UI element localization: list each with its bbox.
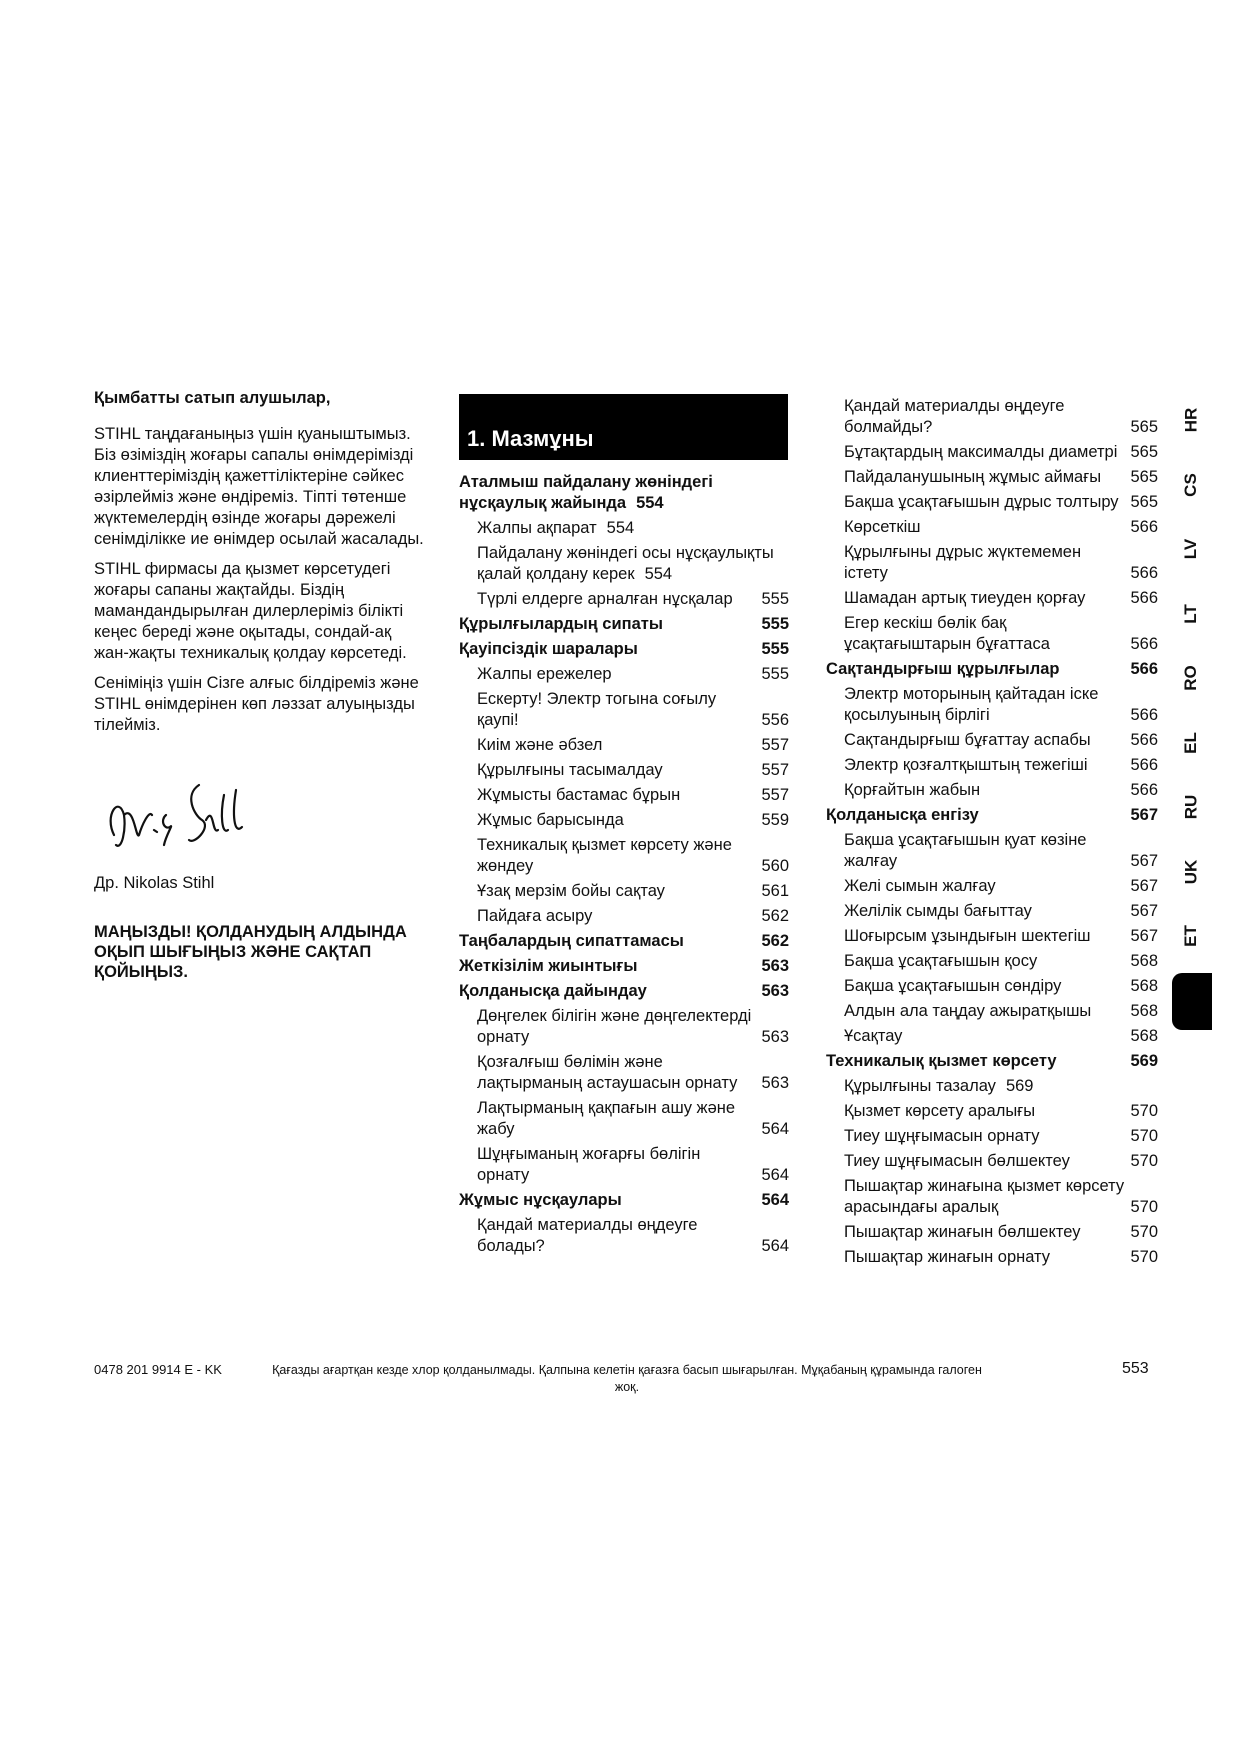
toc-entry-title: Құрылғыны тасымалдау bbox=[477, 761, 663, 779]
document-code: 0478 201 9914 E - KK bbox=[94, 1362, 222, 1377]
toc-entry-title: Қолданысқа енгізу bbox=[826, 806, 979, 824]
language-code: RO bbox=[1181, 665, 1200, 691]
language-tab[interactable] bbox=[1172, 658, 1210, 698]
toc-entry-page: 567 bbox=[1130, 806, 1158, 824]
toc-entry[interactable] bbox=[459, 543, 789, 585]
toc-entry-page: 557 bbox=[761, 786, 789, 804]
language-tab[interactable] bbox=[1172, 787, 1210, 827]
language-code: RU bbox=[1181, 794, 1200, 820]
toc-entry[interactable] bbox=[459, 1190, 789, 1211]
toc-entry[interactable] bbox=[459, 1098, 789, 1140]
toc-entry-title: Техникалық қызмет көрсету bbox=[826, 1052, 1057, 1070]
toc-entry[interactable] bbox=[826, 830, 1158, 872]
toc-entry-title: Пайдаға асыру bbox=[477, 907, 593, 925]
toc-entry[interactable] bbox=[459, 810, 789, 831]
toc-entry[interactable] bbox=[459, 472, 789, 514]
toc-entry-page: 556 bbox=[761, 711, 789, 729]
toc-entry[interactable] bbox=[459, 689, 789, 731]
toc-entry-title: Жұмысты бастамас бұрын bbox=[477, 786, 681, 804]
toc-entry-page: 557 bbox=[761, 736, 789, 754]
toc-entry-page: 565 bbox=[1130, 418, 1158, 436]
toc-entry[interactable] bbox=[459, 785, 789, 806]
language-code: LT bbox=[1180, 603, 1200, 624]
toc-entry[interactable] bbox=[459, 1215, 789, 1257]
toc-entry[interactable] bbox=[826, 755, 1158, 776]
toc-entry[interactable] bbox=[459, 956, 789, 977]
toc-entry-title: Таңбалардың сипаттамасы bbox=[459, 932, 684, 950]
toc-entry-title: Түрлі елдерге арналған нұсқалар bbox=[477, 590, 733, 608]
language-code: ET bbox=[1180, 925, 1200, 947]
toc-entry[interactable] bbox=[459, 835, 789, 877]
toc-entry-page: 557 bbox=[761, 761, 789, 779]
signer-name: Др. Nikolas Stihl bbox=[94, 874, 215, 892]
toc-entry[interactable] bbox=[459, 1144, 789, 1186]
toc-entry-title: Қауіпсіздік шаралары bbox=[459, 640, 638, 658]
toc-entry-title: Тиеу шұңғымасын орнату bbox=[844, 1127, 1040, 1145]
toc-entry-title: Құрылғыны тазалау bbox=[844, 1077, 996, 1095]
toc-entry[interactable] bbox=[459, 639, 789, 660]
toc-entry-page: 555 bbox=[761, 640, 789, 658]
toc-entry-page: 568 bbox=[1130, 1002, 1158, 1020]
toc-entry-title: Қандай материалды өңдеуге болмайды? bbox=[844, 397, 1065, 436]
toc-entry[interactable] bbox=[826, 1247, 1158, 1268]
toc-entry[interactable] bbox=[826, 1051, 1158, 1072]
toc-entry-title: Ұсақтау bbox=[844, 1027, 903, 1045]
toc-entry-page: 561 bbox=[761, 882, 789, 900]
toc-entry-title: Көрсеткіш bbox=[844, 518, 921, 536]
toc-entry-title: Қолданысқа дайындау bbox=[459, 982, 647, 1000]
toc-entry-title: Пышақтар жинағын бөлшектеу bbox=[844, 1223, 1081, 1241]
toc-entry[interactable] bbox=[459, 906, 789, 927]
toc-entry[interactable] bbox=[826, 1076, 1158, 1097]
toc-entry[interactable] bbox=[826, 588, 1158, 609]
toc-entry-title: Құрылғыны дұрыс жүктемемен істету bbox=[844, 543, 1082, 582]
toc-entry-page: 569 bbox=[1005, 1077, 1034, 1095]
toc-entry-page: 555 bbox=[761, 665, 789, 683]
toc-entry-page: 564 bbox=[761, 1191, 789, 1209]
toc-entry[interactable] bbox=[826, 1151, 1158, 1172]
toc-entry[interactable] bbox=[459, 664, 789, 685]
toc-entry-title: Дөңгелек білігін және дөңгелектерді орнату bbox=[477, 1007, 752, 1046]
toc-entry[interactable] bbox=[459, 981, 789, 1002]
toc-entry-page: 566 bbox=[1130, 564, 1158, 582]
toc-entry-page: 566 bbox=[1130, 589, 1158, 607]
toc-entry-page: 563 bbox=[761, 1028, 789, 1046]
letter-paragraph: STIHL таңдағаныңыз үшін қуаныштымыз. Біз өзіміздің жоғары сапалы өнімдерімізді клиенттеріміздің қажеттіліктеріне сәйкес әзірлейміз және өндіреміз. Тіпті төтенше жүктемелердің өзінде жоғары дәрежелі сенімділікке ие өнімдер осылай жасалады. bbox=[94, 425, 424, 548]
toc-entry[interactable] bbox=[826, 517, 1158, 538]
toc-entry-title: Киім және әбзел bbox=[477, 736, 603, 754]
toc-entry-title: Шұңғыманың жоғарғы бөлігін орнату bbox=[477, 1145, 701, 1184]
toc-entry-title: Құрылғылардың сипаты bbox=[459, 615, 663, 633]
toc-entry-title: Ұзақ мерзім бойы сақтау bbox=[477, 882, 665, 900]
toc-entry-page: 562 bbox=[761, 932, 789, 950]
toc-entry-title: Желі сымын жалғау bbox=[844, 877, 996, 895]
toc-entry-page: 568 bbox=[1130, 1027, 1158, 1045]
toc-entry[interactable] bbox=[826, 951, 1158, 972]
toc-entry-page: 568 bbox=[1130, 977, 1158, 995]
toc-entry-title: Техникалық қызмет көрсету және жөндеу bbox=[477, 836, 732, 875]
toc-entry[interactable] bbox=[459, 1052, 789, 1094]
toc-entry-title: Шамадан артық тиеуден қорғау bbox=[844, 589, 1086, 607]
toc-entry-page: 566 bbox=[1130, 518, 1158, 536]
toc-entry-page: 560 bbox=[761, 857, 789, 875]
toc-entry[interactable] bbox=[826, 876, 1158, 897]
toc-entry-title: Лақтырманың қақпағын ашу және жабу bbox=[477, 1099, 736, 1138]
toc-entry[interactable] bbox=[826, 684, 1158, 726]
toc-entry-page: 563 bbox=[761, 982, 789, 1000]
toc-entry-title: Қозғалғыш бөлімін және лақтырманың астаушасын орнату bbox=[477, 1053, 738, 1092]
toc-entry[interactable] bbox=[826, 976, 1158, 997]
letter-paragraph: Сеніміңіз үшін Сізге алғыс білдіреміз және STIHL өнімдерінен көп ләззат алуыңызды тілейміз. bbox=[94, 674, 419, 734]
language-code: CS bbox=[1181, 472, 1200, 497]
toc-entry[interactable] bbox=[459, 589, 789, 610]
toc-entry-title: Алдын ала таңдау ажыратқышы bbox=[844, 1002, 1092, 1020]
toc-entry-title: Бұтақтардың максималды диаметрі bbox=[844, 443, 1118, 461]
toc-entry-page: 570 bbox=[1130, 1127, 1158, 1145]
toc-entry-title: Пайдаланушының жұмыс аймағы bbox=[844, 468, 1102, 486]
toc-entry-title: Электр моторының қайтадан іске қосылуының бірлігі bbox=[844, 685, 1099, 724]
toc-entry-page: 564 bbox=[761, 1237, 789, 1255]
toc-entry[interactable] bbox=[459, 614, 789, 635]
signature-image bbox=[94, 775, 264, 865]
language-tab[interactable] bbox=[1172, 852, 1210, 892]
toc-entry-title: Қандай материалды өңдеуге болады? bbox=[477, 1216, 698, 1255]
toc-entry[interactable] bbox=[826, 1026, 1158, 1047]
toc-entry[interactable] bbox=[826, 492, 1158, 513]
toc-entry[interactable] bbox=[826, 396, 1158, 438]
paper-note: Қағазды ағартқан кезде хлор қолданылмады. Қалпына келетін қағазға басып шығарылған. Мұқабаның құрамында галоген жоқ. bbox=[272, 1363, 982, 1394]
toc-entry[interactable] bbox=[459, 518, 789, 539]
toc-entry[interactable] bbox=[826, 730, 1158, 751]
toc-entry[interactable] bbox=[826, 442, 1158, 463]
language-code: UK bbox=[1181, 859, 1200, 884]
toc-title: 1. Мазмұны bbox=[459, 394, 788, 460]
toc-entry[interactable] bbox=[826, 542, 1158, 584]
language-tab[interactable] bbox=[1172, 400, 1210, 440]
toc-entry[interactable] bbox=[826, 805, 1158, 826]
page-number: 553 bbox=[1122, 1360, 1149, 1377]
toc-entry[interactable] bbox=[826, 926, 1158, 947]
toc-entry-title: Пышақтар жинағына қызмет көрсету арасындағы аралық bbox=[844, 1177, 1125, 1216]
toc-entry-page: 554 bbox=[636, 494, 664, 512]
toc-entry-title: Ескерту! Электр тогына соғылу қаупі! bbox=[477, 690, 717, 729]
toc-entry-title: Жұмыс нұсқаулары bbox=[459, 1191, 622, 1209]
toc-entry-page: 566 bbox=[1130, 731, 1158, 749]
toc-entry[interactable] bbox=[826, 1222, 1158, 1243]
toc-entry-title: Бақша ұсақтағышын дұрыс толтыру bbox=[844, 493, 1119, 511]
toc-entry[interactable] bbox=[826, 901, 1158, 922]
toc-entry-page: 555 bbox=[761, 615, 789, 633]
toc-entry-title: Сақтандырғыш бұғаттау аспабы bbox=[844, 731, 1091, 749]
toc-entry[interactable] bbox=[459, 1006, 789, 1048]
toc-entry-page: 559 bbox=[761, 811, 789, 829]
language-code: HR bbox=[1181, 407, 1200, 433]
language-code: EL bbox=[1180, 731, 1200, 754]
toc-entry-page: 570 bbox=[1130, 1198, 1158, 1216]
toc-right-column bbox=[826, 396, 1158, 1272]
language-code: LV bbox=[1181, 538, 1200, 560]
toc-entry-page: 567 bbox=[1130, 902, 1158, 920]
toc-entry-title: Қорғайтын жабын bbox=[844, 781, 981, 799]
toc-entry[interactable] bbox=[826, 467, 1158, 488]
toc-entry-page: 554 bbox=[606, 519, 635, 537]
toc-entry-page: 565 bbox=[1130, 493, 1158, 511]
toc-entry-title: Бақша ұсақтағышын қосу bbox=[844, 952, 1038, 970]
language-tab[interactable] bbox=[1172, 916, 1210, 956]
letter-paragraph: STIHL фирмасы да қызмет көрсетудегі жоғары сапаны жақтайды. Біздің мамандандырылған дилерлеріміз білікті кеңес береді және оқытады, сондай-ақ жан-жақты техникалық қолдау көрсетеді. bbox=[94, 560, 407, 662]
toc-entry-page: 570 bbox=[1130, 1102, 1158, 1120]
toc-entry[interactable] bbox=[826, 613, 1158, 655]
toc-entry[interactable] bbox=[459, 760, 789, 781]
toc-entry-page: 566 bbox=[1130, 756, 1158, 774]
toc-entry-title: Бақша ұсақтағышын қуат көзіне жалғау bbox=[844, 831, 1087, 870]
toc-entry[interactable] bbox=[826, 659, 1158, 680]
toc-entry-page: 567 bbox=[1130, 852, 1158, 870]
toc-entry-title: Электр қозғалтқыштың тежегіші bbox=[844, 756, 1088, 774]
toc-entry-page: 565 bbox=[1130, 443, 1158, 461]
toc-entry[interactable] bbox=[826, 1101, 1158, 1122]
important-notice: МАҢЫЗДЫ! ҚОЛДАНУДЫҢ АЛДЫНДА ОҚЫП ШЫҒЫҢЫЗ ЖӘНЕ САҚТАП ҚОЙЫҢЫЗ. bbox=[94, 923, 407, 981]
toc-entry[interactable] bbox=[459, 881, 789, 902]
toc-entry-page: 567 bbox=[1130, 877, 1158, 895]
toc-entry-page: 562 bbox=[761, 907, 789, 925]
toc-entry-title: Тиеу шұңғымасын бөлшектеу bbox=[844, 1152, 1070, 1170]
toc-entry[interactable] bbox=[826, 1001, 1158, 1022]
toc-entry-page: 565 bbox=[1130, 468, 1158, 486]
language-tab[interactable] bbox=[1172, 594, 1210, 634]
toc-entry-title: Жеткізілім жиынтығы bbox=[459, 957, 638, 975]
toc-entry[interactable] bbox=[826, 1176, 1158, 1218]
toc-entry-page: 566 bbox=[1130, 781, 1158, 799]
toc-entry-title: Бақша ұсақтағышын сөндіру bbox=[844, 977, 1062, 995]
toc-entry-page: 554 bbox=[644, 565, 673, 583]
toc-entry[interactable] bbox=[826, 1126, 1158, 1147]
language-tab[interactable] bbox=[1172, 529, 1210, 569]
active-language-tab[interactable] bbox=[1172, 973, 1212, 1030]
toc-entry-title: Пышақтар жинағын орнату bbox=[844, 1248, 1051, 1266]
toc-entry-page: 567 bbox=[1130, 927, 1158, 945]
toc-entry[interactable] bbox=[826, 780, 1158, 801]
toc-entry-title: Жалпы ережелер bbox=[477, 665, 612, 683]
toc-entry-title: Шоғырсым ұзындығын шектегіш bbox=[844, 927, 1091, 945]
toc-entry-title: Жұмыс барысында bbox=[477, 811, 624, 829]
language-tab[interactable] bbox=[1172, 465, 1210, 505]
toc-entry-page: 555 bbox=[761, 590, 789, 608]
toc-entry-page: 564 bbox=[761, 1120, 789, 1138]
toc-entry-page: 563 bbox=[761, 1074, 789, 1092]
toc-entry-title: Сақтандырғыш құрылғылар bbox=[826, 660, 1060, 678]
toc-entry-page: 570 bbox=[1130, 1223, 1158, 1241]
toc-entry-page: 568 bbox=[1130, 952, 1158, 970]
toc-entry-page: 570 bbox=[1130, 1152, 1158, 1170]
toc-entry-page: 566 bbox=[1130, 635, 1158, 653]
toc-entry-title: Жалпы ақпарат bbox=[477, 519, 597, 537]
toc-entry-title: Аталмыш пайдалану жөніндегі нұсқаулық жайында bbox=[459, 473, 713, 512]
toc-entry[interactable] bbox=[459, 735, 789, 756]
toc-entry-page: 566 bbox=[1130, 660, 1158, 678]
greeting: Қымбатты сатып алушылар, bbox=[94, 389, 331, 407]
toc-entry-title: Желілік сымды бағыттау bbox=[844, 902, 1032, 920]
toc-entry-page: 570 bbox=[1130, 1248, 1158, 1266]
toc-entry-page: 566 bbox=[1130, 706, 1158, 724]
toc-entry-page: 569 bbox=[1130, 1052, 1158, 1070]
letter bbox=[94, 388, 424, 982]
toc-entry-title: Пайдалану жөніндегі осы нұсқаулықты қалай қолдану керек bbox=[477, 544, 774, 583]
toc-entry-title: Егер кескіш бөлік бақ ұсақтағыштарын бұғаттаса bbox=[844, 614, 1050, 653]
toc-entry-title: Қызмет көрсету аралығы bbox=[844, 1102, 1036, 1120]
toc-entry-page: 563 bbox=[761, 957, 789, 975]
toc-entry[interactable] bbox=[459, 931, 789, 952]
toc-entry-page: 564 bbox=[761, 1166, 789, 1184]
language-tab[interactable] bbox=[1172, 723, 1210, 763]
toc-left-column bbox=[459, 472, 789, 1261]
